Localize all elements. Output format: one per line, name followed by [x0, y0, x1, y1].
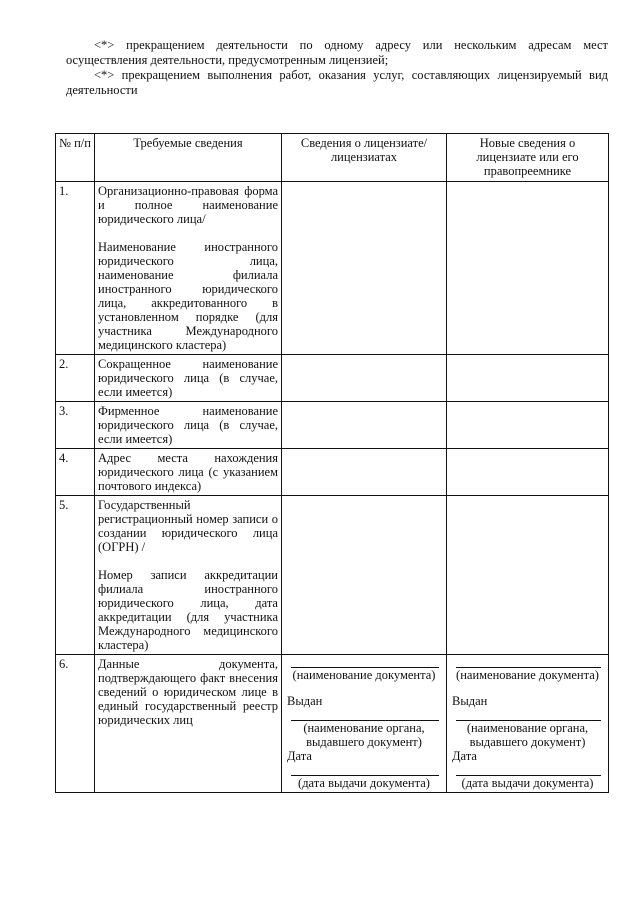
doc-name-caption: (наименование документа)	[456, 668, 599, 682]
new-info-cell	[447, 496, 609, 655]
table-row	[56, 355, 609, 402]
table-row	[56, 449, 609, 496]
new-info-cell	[447, 182, 609, 355]
table-row	[56, 402, 609, 449]
table-row	[56, 182, 609, 355]
table-row	[56, 496, 609, 655]
row-text: Данные документа, подтверждающего факт внесения сведений о юридическом лице в единый государственный реестр юридических лиц	[98, 657, 278, 727]
row-text: Наименование иностранного юридического лица, наименование филиала иностранного юридического лица, аккредитованного в установленном порядке (для участника Международного медицинского кластера)	[98, 240, 278, 352]
issued-label: Выдан	[287, 694, 323, 708]
doc-name-caption: (наименование документа)	[292, 668, 436, 682]
row-text: Фирменное наименование юридического лица (в случае, если имеется)	[98, 404, 278, 446]
new-info-cell	[447, 449, 609, 496]
row-num: 5.	[56, 496, 95, 655]
row-text: Адрес места нахождения юридического лица (с указанием почтового индекса)	[98, 451, 278, 493]
issue-date-caption: (дата выдачи документа)	[461, 776, 594, 790]
header-new: Новые сведения о лицензиате или его правопреемнике	[447, 134, 609, 182]
row-required	[95, 355, 282, 402]
licensee-cell	[282, 355, 447, 402]
licensee-cell	[282, 449, 447, 496]
licensee-cell	[282, 182, 447, 355]
table-header-row	[56, 134, 609, 182]
header-num: № п/п	[56, 134, 95, 182]
new-info-doc-block	[447, 655, 609, 793]
row-num: 2.	[56, 355, 95, 402]
row-text: Номер записи аккредитации филиала иностранного юридического лица, дата аккредитации (для участника Международного медицинского кластера)	[98, 568, 278, 652]
issuer-caption: (наименование органа, выдавшего документ)	[303, 721, 425, 749]
intro-text	[66, 38, 608, 98]
row-required	[95, 655, 282, 793]
row-required	[95, 402, 282, 449]
row-num: 3.	[56, 402, 95, 449]
licensee-doc-block	[282, 655, 447, 793]
row-num: 1.	[56, 182, 95, 355]
new-info-cell	[447, 402, 609, 449]
date-label: Дата	[452, 749, 477, 763]
row-required	[95, 449, 282, 496]
header-required: Требуемые сведения	[95, 134, 282, 182]
issuer-caption: (наименование органа, выдавшего документ)	[466, 721, 589, 749]
row-required	[95, 496, 282, 655]
date-label: Дата	[287, 749, 312, 763]
intro-line-2: <*> прекращением выполнения работ, оказания услуг, составляющих лицензируемый вид деятельности	[66, 68, 608, 97]
row-num: 4.	[56, 449, 95, 496]
table-row	[56, 655, 609, 793]
row-text: Сокращенное наименование юридического лица (в случае, если имеется)	[98, 357, 278, 399]
row-num: 6.	[56, 655, 95, 793]
row-text: Государственный регистрационный номер записи о создании юридического лица (ОГРН) /	[98, 498, 278, 554]
new-info-cell	[447, 355, 609, 402]
header-licensee: Сведения о лицензиате/лицензиатах	[282, 134, 447, 182]
row-required	[95, 182, 282, 355]
intro-line-1: <*> прекращением деятельности по одному адресу или нескольким адресам мест осуществления деятельности, предусмотренным лицензией;	[66, 38, 608, 67]
issued-label: Выдан	[452, 694, 488, 708]
licensee-cell	[282, 402, 447, 449]
issue-date-caption: (дата выдачи документа)	[298, 776, 430, 790]
row-text: Организационно-правовая форма и полное наименование юридического лица/	[98, 184, 278, 226]
licensee-cell	[282, 496, 447, 655]
license-info-table	[55, 133, 609, 793]
